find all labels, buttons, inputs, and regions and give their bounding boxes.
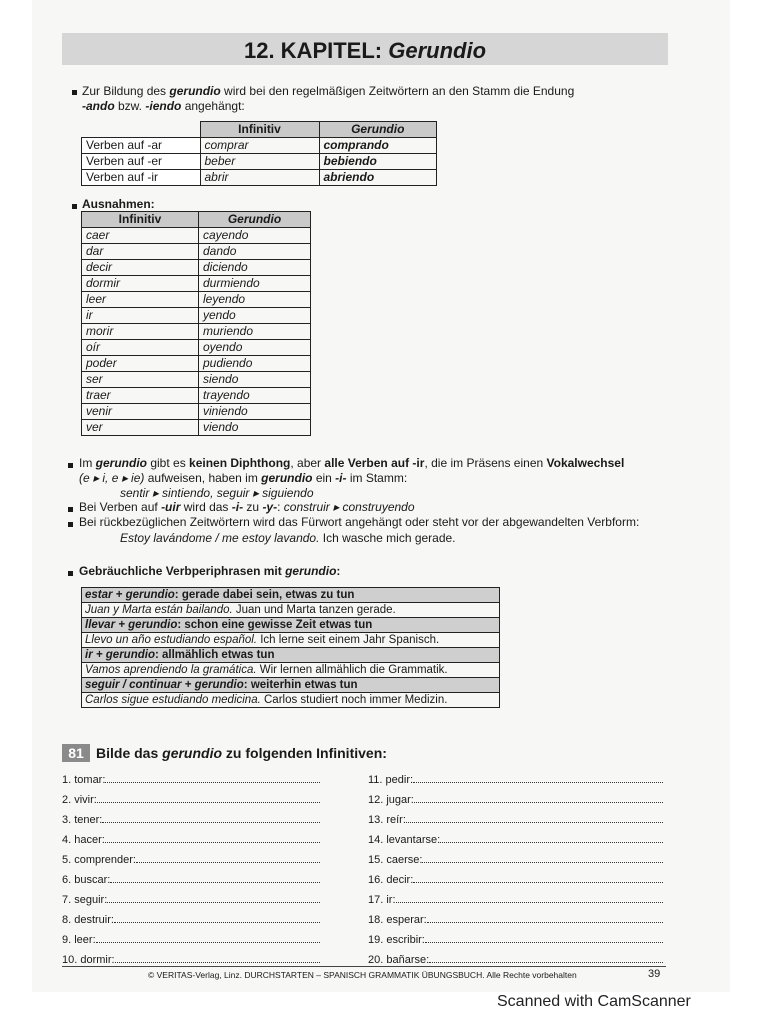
infinitive-cell: poder (82, 356, 199, 372)
gerundio-cell: durmiendo (199, 276, 311, 292)
spanish-example: Carlos sigue estudiando medicina. (85, 694, 261, 706)
answer-line[interactable] (102, 812, 320, 823)
periphrasis-cell (82, 588, 500, 603)
exercise-item (62, 772, 320, 787)
table-row (82, 324, 311, 340)
exercise-item (62, 792, 320, 807)
infinitive-cell: ser (82, 372, 199, 388)
answer-line[interactable] (413, 772, 663, 783)
periphrasis-cell (82, 618, 500, 633)
exercise-item (62, 872, 320, 887)
column-header: Gerundio (319, 122, 437, 138)
column-header: Gerundio (199, 212, 311, 228)
exercise-item-label: 17. ir: (368, 894, 396, 906)
periphrasis-meaning: : weiterhin etwas tun (243, 679, 358, 691)
table-row (82, 260, 311, 276)
periphrasis-cell (82, 648, 500, 663)
answer-line[interactable] (136, 852, 320, 863)
exercise-item-label: 16. decir: (368, 874, 414, 886)
exercise-item-label: 4. hacer: (62, 834, 105, 846)
periphrasis-example-row (82, 663, 500, 678)
periphrases-table (81, 587, 500, 708)
exceptions-heading: Ausnahmen: (82, 197, 155, 211)
exercise-item-label: 1. tomar: (62, 774, 106, 786)
answer-line[interactable] (110, 872, 320, 883)
column-header: Infinitiv (82, 212, 199, 228)
table-row (82, 388, 311, 404)
infinitive-cell: venir (82, 404, 199, 420)
exercise-item (62, 932, 320, 947)
gerundio-cell: pudiendo (199, 356, 311, 372)
exercise-item-label: 3. tener: (62, 814, 103, 826)
bullet-icon (68, 463, 73, 468)
bullet-icon (72, 90, 77, 95)
gerundio-cell: muriendo (199, 324, 311, 340)
gerundio-cell: leyendo (199, 292, 311, 308)
table-row (82, 228, 311, 244)
infinitive-cell: ver (82, 420, 199, 436)
rule-reflexive: Bei rückbezüglichen Zeitwörtern wird das Fürwort angehängt oder steht vor der abgewandelten Verbform: (79, 515, 640, 529)
answer-line[interactable] (396, 892, 663, 903)
table-row (82, 154, 437, 170)
periphrasis-definition-row (82, 618, 500, 633)
intro-text: angehängt: (181, 99, 245, 113)
table-row (82, 276, 311, 292)
exercise-item-label: 13. reír: (368, 814, 406, 826)
table-row (82, 292, 311, 308)
gerundio-cell: viendo (199, 420, 311, 436)
periphrasis-cell (82, 663, 500, 678)
periphrasis-cell (82, 693, 500, 708)
gerundio-cell: viniendo (199, 404, 311, 420)
spanish-example: Llevo un año estudiando español. (85, 634, 258, 646)
exercise-item-label: 15. caerse: (368, 854, 423, 866)
gerundio-cell: dando (199, 244, 311, 260)
exercise-item (368, 932, 663, 947)
exercise-item-label: 2. vivir: (62, 794, 97, 806)
infinitive-cell: beber (200, 154, 319, 170)
rule-uir: Bei Verben auf -uir wird das -i- zu -y-: construir ▸ construyendo (79, 500, 415, 514)
answer-line[interactable] (422, 852, 663, 863)
infinitive-cell: oír (82, 340, 199, 356)
table-row (82, 420, 311, 436)
bullet-icon (68, 507, 73, 512)
exercise-item-label: 7. seguir: (62, 894, 108, 906)
bullet-icon (68, 522, 73, 527)
exercise-number-badge: 81 (62, 744, 90, 762)
periphrases-heading: Gebräuchliche Verbperiphrasen mit gerundio: (79, 564, 341, 578)
periphrasis-example-row (82, 633, 500, 648)
exercise-item (368, 792, 663, 807)
answer-line[interactable] (414, 792, 663, 803)
camscanner-watermark: Scanned with CamScanner (497, 993, 691, 1010)
answer-line[interactable] (105, 772, 320, 783)
table-corner (82, 122, 201, 138)
periphrasis-cell (82, 603, 500, 618)
exercise-item-label: 11. pedir: (368, 774, 414, 786)
answer-line[interactable] (413, 872, 663, 883)
footer-copyright: © VERITAS-Verlag, Linz. DURCHSTARTEN – SPANISCH GRAMMATIK ÜBUNGSBUCH. Alle Rechte vorbehalten (148, 970, 577, 980)
infinitive-cell: comprar (200, 138, 319, 154)
exercise-item-label: 20. bañarse: (368, 954, 430, 966)
periphrasis-formula: estar + gerundio (85, 589, 175, 601)
answer-line[interactable] (429, 952, 663, 963)
table-row (82, 356, 311, 372)
intro-text: wird bei den regelmäßigen Zeitwörtern an den Stamm die Endung (220, 84, 575, 98)
gerundio-cell: oyendo (199, 340, 311, 356)
answer-line[interactable] (105, 832, 320, 843)
table-row (82, 308, 311, 324)
exercise-item (368, 772, 663, 787)
spanish-example: Vamos aprendiendo la gramática. (85, 664, 257, 676)
rule-diphthong-line-2: (e ▸ i, e ▸ ie) aufweisen, haben im gerundio ein -i- im Stamm: (79, 471, 408, 485)
infinitive-cell: morir (82, 324, 199, 340)
german-translation: Ich lerne seit einem Jahr Spanisch. (257, 634, 440, 646)
chapter-title-prefix: 12. KAPITEL: (243, 38, 383, 63)
table-row (82, 244, 311, 260)
rule-reflexive-example: Estoy lavándome / me estoy lavando. Ich wasche mich gerade. (120, 531, 456, 545)
answer-line[interactable] (406, 812, 663, 823)
periphrasis-cell (82, 633, 500, 648)
exercise-item (62, 892, 320, 907)
exercise-item-label: 12. jugar: (368, 794, 414, 806)
exercise-item (368, 872, 663, 887)
exercise-item-label: 5. comprender: (62, 854, 136, 866)
answer-line[interactable] (97, 792, 320, 803)
gerundio-cell: bebiendo (319, 154, 437, 170)
gerundio-cell: comprando (319, 138, 437, 154)
gerundio-cell: cayendo (199, 228, 311, 244)
intro-term: gerundio (169, 84, 221, 98)
table-row (82, 372, 311, 388)
infinitive-cell: traer (82, 388, 199, 404)
exercise-item (368, 952, 663, 967)
exercise-item-label: 19. escribir: (368, 934, 425, 946)
rule-diphthong-example: sentir ▸ sintiendo, seguir ▸ siguiendo (120, 486, 314, 500)
table-row (82, 170, 437, 186)
periphrasis-meaning: : allmählich etwas tun (154, 649, 275, 661)
ending-iendo: -iendo (145, 99, 182, 113)
bullet-icon (68, 571, 73, 576)
answer-line[interactable] (425, 932, 663, 943)
intro-text: bzw. (114, 99, 146, 113)
exercise-item (368, 832, 663, 847)
exceptions-table (81, 211, 311, 436)
gerundio-cell: siendo (199, 372, 311, 388)
table-row (82, 340, 311, 356)
page-number: 39 (648, 968, 661, 980)
exercise-item (62, 912, 320, 927)
exercise-item (368, 892, 663, 907)
exercise-item (368, 852, 663, 867)
exercise-item-label: 6. buscar: (62, 874, 111, 886)
ending-ando: -ando (82, 99, 115, 113)
periphrasis-definition-row (82, 678, 500, 693)
exercise-title: Bilde das gerundio zu folgenden Infinitiven: (96, 745, 387, 761)
column-header: Infinitiv (200, 122, 319, 138)
periphrasis-formula: llevar + gerundio (85, 619, 178, 631)
gerundio-cell: abriendo (319, 170, 437, 186)
periphrasis-example-row (82, 603, 500, 618)
exercise-item-label: 10. dormir: (62, 954, 115, 966)
periphrasis-meaning: : gerade dabei sein, etwas zu tun (174, 589, 355, 601)
exercise-item-label: 8. destruir: (62, 914, 114, 926)
infinitive-cell: leer (82, 292, 199, 308)
periphrasis-cell (82, 678, 500, 693)
infinitive-cell: abrir (200, 170, 319, 186)
exercise-item (62, 812, 320, 827)
answer-line[interactable] (115, 952, 320, 963)
bullet-icon (72, 204, 77, 209)
answer-line[interactable] (114, 912, 320, 923)
infinitive-cell: decir (82, 260, 199, 276)
german-translation: Wir lernen allmählich die Grammatik. (256, 664, 448, 676)
exercise-item (62, 832, 320, 847)
infinitive-cell: dar (82, 244, 199, 260)
answer-line[interactable] (107, 892, 320, 903)
infinitive-cell: caer (82, 228, 199, 244)
intro-line-1 (82, 84, 574, 99)
spanish-example: Juan y Marta están bailando. (85, 604, 233, 616)
verb-group-label: Verben auf -er (82, 154, 201, 170)
exercise-item-label: 9. leer: (62, 934, 96, 946)
intro-text: Zur Bildung des (82, 84, 170, 98)
exercise-item (62, 852, 320, 867)
exercise-item-label: 18. esperar: (368, 914, 427, 926)
verb-group-label: Verben auf -ir (82, 170, 201, 186)
infinitive-cell: ir (82, 308, 199, 324)
regular-verbs-table (81, 121, 437, 186)
table-row (82, 138, 437, 154)
answer-line[interactable] (96, 932, 320, 943)
german-translation: Carlos studiert noch immer Medizin. (260, 694, 448, 706)
german-translation: Juan und Marta tanzen gerade. (232, 604, 396, 616)
periphrasis-meaning: : schon eine gewisse Zeit etwas tun (177, 619, 373, 631)
intro-line-2 (82, 99, 245, 114)
chapter-title (62, 33, 668, 65)
periphrasis-example-row (82, 693, 500, 708)
infinitive-cell: dormir (82, 276, 199, 292)
rule-diphthong-line-1: Im gerundio gibt es keinen Diphthong, aber alle Verben auf -ir, die im Präsens einen Vokalwechsel (79, 456, 625, 470)
exercise-item (368, 812, 663, 827)
chapter-title-main: Gerundio (388, 38, 487, 63)
gerundio-cell: trayendo (199, 388, 311, 404)
table-row (82, 404, 311, 420)
answer-line[interactable] (427, 912, 663, 923)
answer-line[interactable] (440, 832, 663, 843)
exercise-item (62, 952, 320, 967)
gerundio-cell: diciendo (199, 260, 311, 276)
verb-group-label: Verben auf -ar (82, 138, 201, 154)
periphrasis-formula: seguir / continuar + gerundio (85, 679, 244, 691)
gerundio-cell: yendo (199, 308, 311, 324)
footer-rule (62, 966, 666, 967)
periphrasis-formula: ir + gerundio (85, 649, 155, 661)
periphrasis-definition-row (82, 588, 500, 603)
periphrasis-definition-row (82, 648, 500, 663)
exercise-item (368, 912, 663, 927)
exercise-item-label: 14. levantarse: (368, 834, 441, 846)
